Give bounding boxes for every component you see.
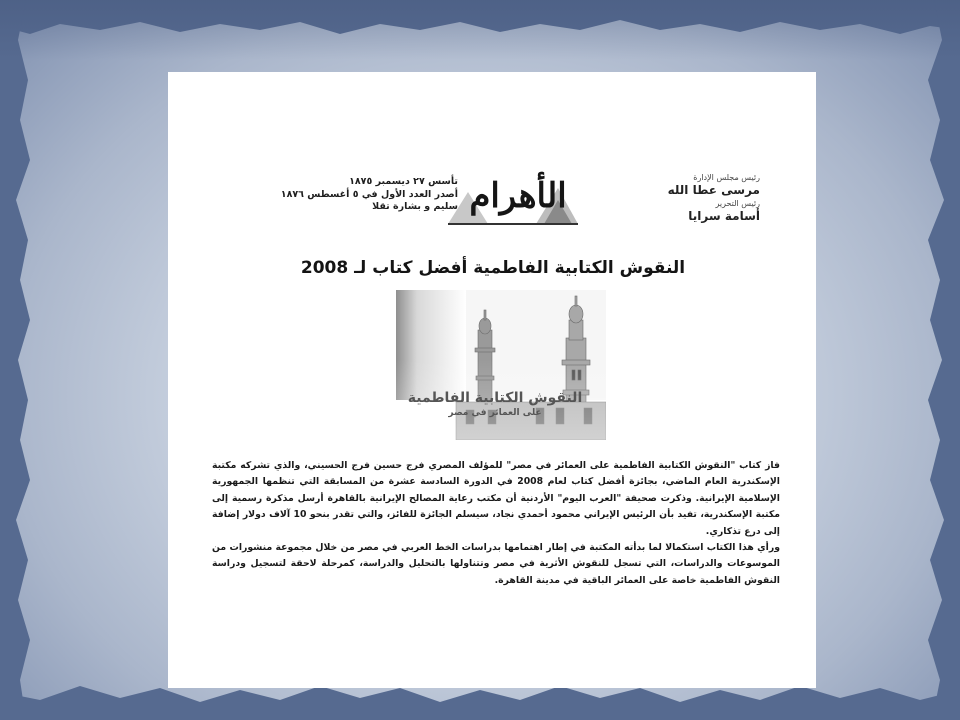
article-body: [212, 458, 780, 589]
chairman-title: رئيس مجلس الإدارة: [693, 173, 760, 182]
founders: سليم و بشارة تقلا: [372, 201, 458, 212]
photo-caption: [400, 390, 590, 419]
newspaper-masthead: [168, 72, 816, 232]
editor-name: أسامة سرايا: [688, 209, 760, 223]
newspaper-clipping: [168, 72, 816, 688]
article-headline: النقوش الكتابية الفاطمية أفضل كتاب لـ 2008: [300, 258, 686, 278]
logo-wordmark: الأهرام: [469, 176, 567, 216]
founding-date: تأسس ٢٧ ديسمبر ١٨٧٥: [349, 176, 458, 187]
founding-info: [238, 176, 458, 214]
editorial-board: [580, 172, 760, 224]
caption-title: النقوش الكتابية الفاطمية: [407, 390, 583, 406]
chairman-name: مرسى عطا الله: [667, 183, 760, 197]
al-ahram-logo: [448, 170, 578, 226]
caption-subtitle: على العمائر في مصر: [448, 408, 542, 418]
first-issue-date: أصدر العدد الأول في ٥ أغسطس ١٨٧٦: [280, 188, 458, 200]
article-paragraph-1: فاز كتاب "النقوش الكتابية الفاطمية على العمائر في مصر" للمؤلف المصري فرج حسين فرج الحسيني، والذي تشركه مكتبة الإسكندرية العام الماضي، بجائزة أفضل كتاب لعام 2008 في الدورة السادسة عشرة من المسابقة التي تنظمها الجمهورية الإسلامية الإيرانية. وذكرت صحيفة "العرب اليوم" الأردنية أن مكتب رعاية المصالح الإيرانية بالقاهرة أرسل مذكرة رسمية إلى مكتبة الإسكندرية، تفيد بأن الرئيس الإيراني محمود أحمدي نجاد، سيسلم الجائزة للفائز، والتي تقدر بنحو 10 آلاف دولار إضافة إلى درع تذكاري.: [212, 460, 780, 537]
editor-title: رئيس التحرير: [715, 199, 760, 208]
article-paragraph-2: ورأي هذا الكتاب استكمالا لما بدأته المكتبة في إطار اهتمامها بدراسات الخط العربي في مصر من خلال مجموعة منشورات من الموسوعات والدراسات، التي تسجل للنقوش الأثرية في مصر وتتناولها بالتحليل والدراسة، كمرحلة لاحقة لتسجيل ودراسة النقوش الفاطمية خاصة على العمائر الباقية في مدينة القاهرة.: [212, 542, 780, 586]
